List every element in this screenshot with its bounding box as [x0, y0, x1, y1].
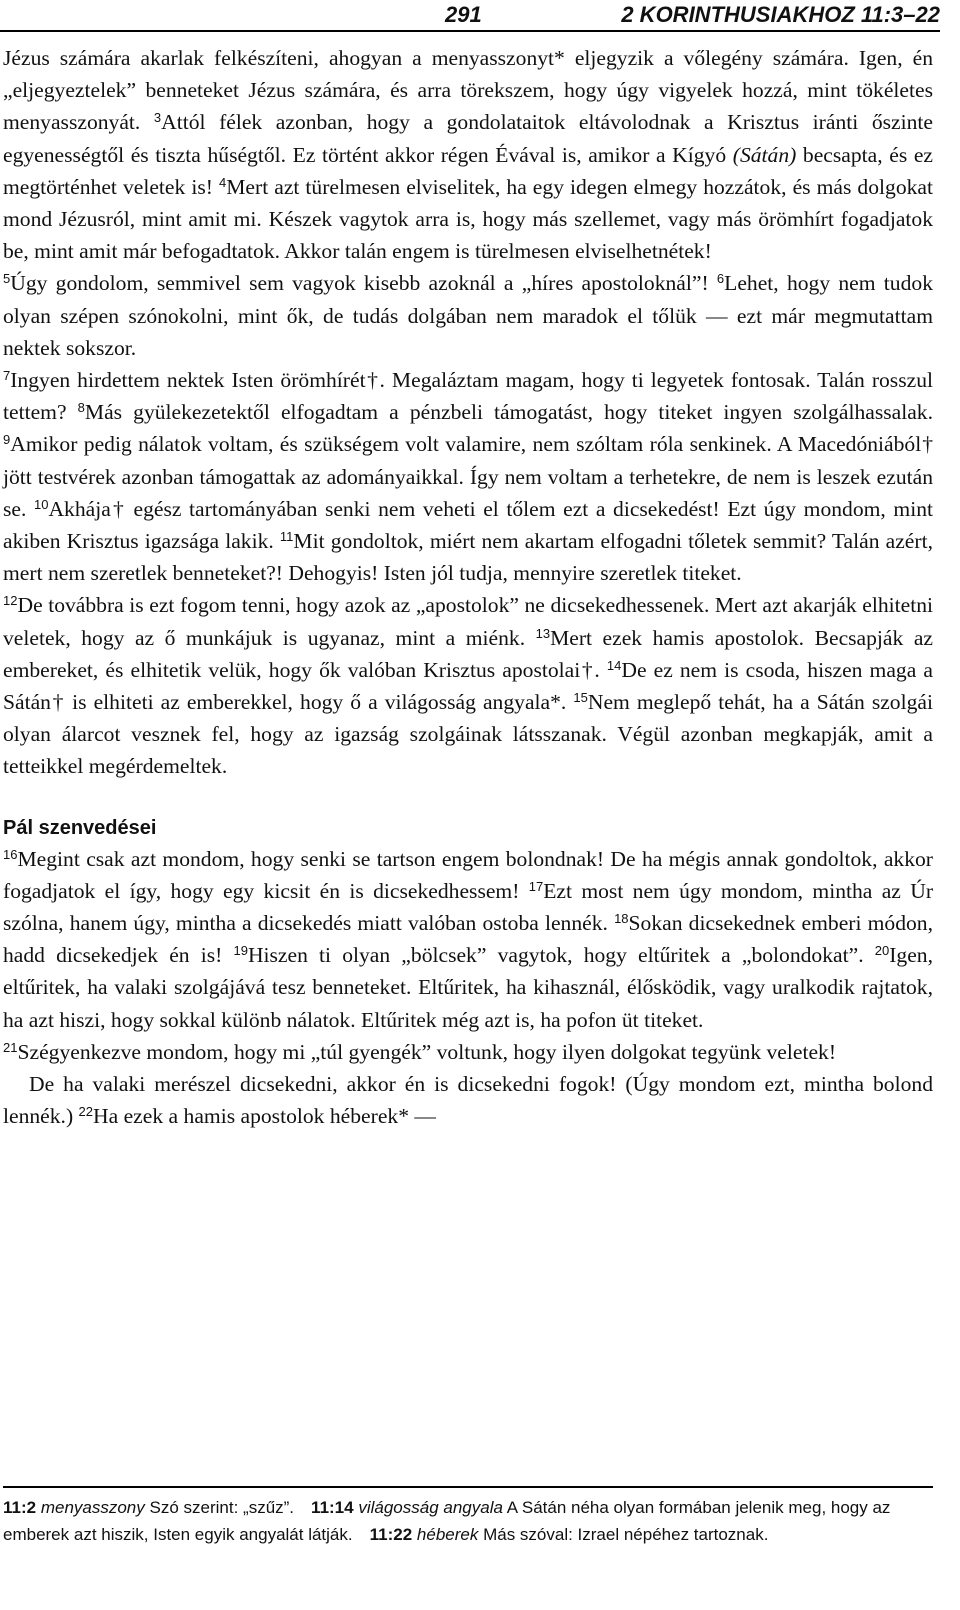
footnote-term: héberek	[416, 1525, 479, 1544]
verse-text: Úgy gondolom, semmivel sem vagyok kisebb azoknál a „híres apostoloknál”!	[10, 271, 717, 296]
verse-number: 14	[606, 657, 622, 673]
verse-text: Ingyen hirdettem nektek Isten örömhírét†. Megaláztam magam, hogy ti legyetek fontosak. Talán rosszul tettem?	[3, 368, 933, 425]
verse-text: Szégyenkezve mondom, hogy mi „túl gyengék” voltunk, hogy ilyen dolgokat tegyünk veletek!	[17, 1039, 837, 1064]
footnote-text: A Sátán néha olyan formában jelenik meg, hogy az emberek azt hiszik, Isten egyik angyalát látják.	[3, 1498, 891, 1544]
footnote-term: menyasszony	[40, 1498, 145, 1517]
verse-number: 13	[535, 625, 551, 641]
paragraph	[3, 843, 933, 1036]
paragraph	[3, 589, 933, 782]
verse-text: De továbbra is ezt fogom tenni, hogy azok az „apostolok” ne dicsekedhessenek. Mert azt akarják elhitetni veletek, hogy az ő munkájuk is ugyanaz, mint a miénk.	[3, 593, 933, 650]
running-header	[0, 0, 940, 32]
verse-text: De ha valaki merészel dicsekedni, akkor én is dicsekedni fogok! (Úgy mondom ezt, mintha bolond lennék.)	[3, 1072, 933, 1129]
verse-text: Megint csak azt mondom, hogy senki se tartson engem bolondnak! De ha mégis annak gondoltok, akkor fogadjatok el így, hogy egy kicsit én is dicsekedhessem!	[3, 846, 933, 903]
verse-number: 20	[874, 943, 890, 959]
verse-text: Igen, eltűritek, ha valaki szolgájává tesz benneteket. Eltűritek, ha kihasznál, élősködik, vagy uralkodik rajtatok, ha azt hiszi, hogy sokkal különb nálatok. Eltűritek még azt is, ha pofon üt titeket.	[3, 943, 933, 1032]
verse-number: 11	[279, 529, 294, 545]
paragraph	[3, 1036, 933, 1068]
footnote-ref: 11:22	[369, 1525, 413, 1544]
verse-text: Más gyülekezetektől elfogadtam a pénzbeli támogatást, hogy titeket ingyen szolgálhassalak.	[84, 400, 933, 425]
section-heading: Pál szenvedései	[3, 816, 157, 839]
verse-text: Jézus számára akarlak felkészíteni, ahogyan a menyasszonyt* eljegyzik a vőlegény számára. Igen, én „eljegyeztelek” benneteket Jézus számára, és arra törekszem, hogy úgy vigyelek hozzá, mint tökéletes menyasszonyát.	[3, 46, 933, 135]
verse-number: 12	[3, 593, 18, 609]
verse-number: 21	[3, 1039, 18, 1055]
verse-number: 10	[33, 496, 49, 512]
verse-text: Sokan dicsekednek emberi módon, hadd dicsekedjek én is!	[3, 911, 933, 968]
footnote-term: világosság angyala	[358, 1498, 503, 1517]
verse-number: 16	[3, 846, 18, 862]
footnote-ref: 11:14	[311, 1498, 354, 1517]
verse-number: 17	[528, 878, 544, 894]
verse-number: 8	[77, 400, 85, 416]
verse-text: Hiszen ti olyan „bölcsek” vagytok, hogy eltűritek a „bolondokat”.	[247, 943, 875, 968]
verse-text: Attól félek azonban, hogy a gondolataitok eltávolodnak a Krisztus iránti őszinte egyenességtől és tiszta hűségtől. Ez történt akkor régen Évával is, amikor a Kígyó	[3, 110, 933, 167]
verse-text: Ezt most nem úgy mondom, mintha az Úr szólna, hanem úgy, mintha a dicsekedés miatt valóban ostoba lennék.	[3, 878, 934, 936]
verse-number: 18	[614, 911, 629, 927]
footnotes	[3, 1486, 933, 1548]
verse-number: 6	[716, 271, 725, 287]
verse-number: 9	[3, 432, 11, 448]
paragraphs-before-heading	[3, 42, 933, 783]
verse-text: Ha ezek a hamis apostolok héberek* —	[93, 1104, 436, 1129]
verse-text: becsapta, és ez megtörténhet veletek is!	[3, 142, 934, 199]
verse-text: Mert azt türelmesen elviselitek, ha egy idegen elmegy hozzátok, és más dolgokat mond Jézusról, mint amit mi. Készek vagytok arra is, hogy más szellemet, vagy más örömhírt fogadjatok be, mint amit már befogadtatok. Akkor talán engem is türelmesen elviselhetnétek!	[3, 174, 934, 264]
verse-number: 4	[218, 174, 227, 190]
body-text	[3, 42, 933, 1133]
footnote-text: Szó szerint: „szűz”.	[149, 1498, 295, 1517]
paragraph	[3, 1068, 933, 1132]
verse-number: 15	[573, 690, 588, 706]
verse-text: Amikor pedig nálatok voltam, és szükségem volt valamire, nem szóltam róla senkinek. A Macedóniából† jött testvérek azonban támogattak az adományaikkal. Így nem voltam a terhetekre, de nem is leszek ezután se.	[3, 432, 933, 521]
verse-number: 19	[233, 943, 248, 959]
paragraph	[3, 267, 933, 364]
paragraph	[3, 42, 933, 267]
running-title: 2 KORINTHUSIAKHOZ 11:3–22	[621, 2, 940, 27]
verse-number: 7	[3, 368, 11, 384]
verse-number: 22	[78, 1104, 94, 1120]
verse-text: Nem meglepő tehát, ha a Sátán szolgái olyan álarcot vesznek fel, hogy az igazság szolgáinak látsszanak. Végül azonban megkapják, amit a tetteikkel megérdemeltek.	[3, 690, 933, 779]
verse-text: Akhája† egész tartományában senki nem veheti el tőlem ezt a dicsekedést! Ezt úgy mondom, mint akiben Krisztus igazsága lakik.	[3, 496, 933, 554]
paragraph	[3, 364, 933, 589]
verse-number: 5	[3, 271, 11, 287]
verse-text: De ez nem is csoda, hiszen maga a Sátán† is elhiteti az emberekkel, hogy ő a világosság angyala*.	[3, 657, 933, 715]
footnote-text: Más szóval: Izrael népéhez tartoznak.	[483, 1525, 769, 1544]
verse-text: Lehet, hogy nem tudok olyan szépen szónokolni, mint ők, de tudás dolgában nem maradok el tőlük — ezt már megmutattam nektek sokszor.	[3, 271, 933, 360]
paragraphs-after-heading	[3, 843, 933, 1133]
italic-text: (Sátán)	[732, 142, 797, 167]
verse-text: Mit gondoltok, miért nem akartam elfogadni tőletek semmit? Talán azért, mert nem szeretlek benneteket?! Dehogyis! Isten jól tudja, mennyire szeretlek titeket.	[3, 529, 933, 586]
verse-text: Mert ezek hamis apostolok. Becsapják az embereket, és elhitetik velük, hogy ők valóban Krisztus apostolai†.	[3, 625, 933, 682]
footnote-ref: 11:2	[3, 1498, 37, 1517]
page-number: 291	[445, 2, 482, 27]
verse-number: 3	[153, 110, 162, 126]
